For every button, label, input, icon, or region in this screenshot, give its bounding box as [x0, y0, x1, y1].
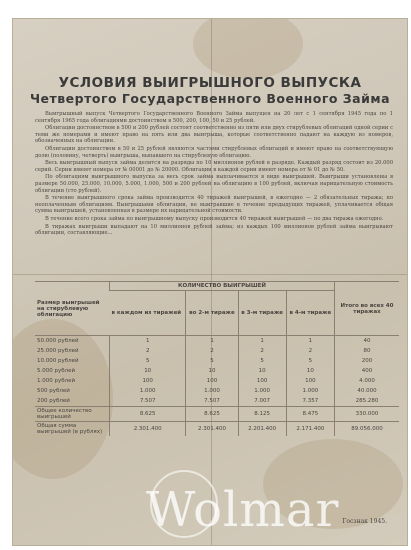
cell: 50.000 рублей: [37, 338, 79, 344]
cell: 10: [186, 366, 238, 376]
table-row: [35, 386, 399, 396]
header-draw: в 4-м тираже: [286, 291, 334, 336]
cell: 10: [110, 366, 186, 376]
watermark: Wolmar: [146, 482, 340, 538]
cell: 5: [186, 356, 238, 366]
cell: 1.000: [110, 386, 186, 396]
cell: 5: [110, 356, 186, 366]
cell: 1.000: [186, 386, 238, 396]
paragraph: По облигациям выигрышного выпуска за весь срок займа выплачивается в виде выигрышей. Выигрыши установлены в размере 50.000, 25.000, 10.000, 5.000, 1.000, 500 и 200 рублей на облигацию в 100 рублей, включая нарицательную стоимость облигации (сто рублей).: [35, 174, 393, 194]
table-row: [35, 396, 399, 407]
total-row: [35, 422, 399, 437]
cell: 1.000: [286, 386, 334, 396]
cell: 10.000 рублей: [37, 358, 79, 364]
cell: 89.056.000: [335, 422, 400, 437]
cell: 100: [286, 376, 334, 386]
cell: 8.475: [286, 407, 334, 422]
cell: 500 рублей: [37, 388, 70, 394]
header-total: Итого во всех 40 тиражах: [335, 282, 400, 336]
paragraph: В тиражах выигрыши выпадают на 10 миллионов рублей займа; из каждых 100 миллионов рублей займа выигрывают облигации, составляющие...: [35, 223, 393, 237]
cell: 2.301.400: [186, 422, 238, 437]
cell: 1: [238, 336, 286, 347]
cell: 7.357: [286, 396, 334, 407]
cell: 7.507: [186, 396, 238, 407]
cell: 100: [186, 376, 238, 386]
cell: 285.280: [335, 396, 400, 407]
total-row: [35, 407, 399, 422]
document-title: УСЛОВИЯ ВЫИГРЫШНОГО ВЫПУСКА: [58, 75, 362, 91]
header-draw: во 2-м тираже: [186, 291, 238, 336]
cell: 200: [335, 356, 400, 366]
cell: 2: [286, 346, 334, 356]
cell: 2: [238, 346, 286, 356]
table-row: [35, 376, 399, 386]
bond-conditions-sheet: [12, 18, 408, 546]
cell: 10: [238, 366, 286, 376]
cell: 5: [286, 356, 334, 366]
cell: 2.201.400: [238, 422, 286, 437]
header-draw: в каждом из тиражей: [110, 291, 186, 336]
paragraph: В течение всего срока займа по выигрышному выпуску производится 40 тиражей выигрышей — по два тиража ежегодно.: [45, 215, 384, 222]
cell: 1: [110, 336, 186, 347]
cell: 1: [286, 336, 334, 347]
cell: 7.007: [238, 396, 286, 407]
header-group: КОЛИЧЕСТВО ВЫИГРЫШЕЙ: [110, 282, 335, 291]
cell: 80: [335, 346, 400, 356]
cell: 2.301.400: [110, 422, 186, 437]
prize-table: [35, 281, 399, 436]
fold-crease: [13, 274, 407, 275]
cell: 8.625: [110, 407, 186, 422]
signature: Госзнак 1945.: [342, 518, 387, 525]
cell: 400: [335, 366, 400, 376]
conditions-text: [35, 111, 393, 238]
table-row: [35, 366, 399, 376]
table-row: [35, 356, 399, 366]
cell: 1: [186, 336, 238, 347]
paragraph: В течение выигрышного срока займа производится 40 тиражей выигрышей, в ежегодно — 2 обязательных тиража; по неоплаченным облигациям. Выигрышами облигации, не выигравшие в течение предыдущих тиражей, уплачивается общая сумма выигрышей, установленная в размере их нарицательной стоимости.: [35, 195, 393, 215]
cell: 2.171.400: [286, 422, 334, 437]
cell: 330.000: [335, 407, 400, 422]
document-subtitle: Четвертого Государственного Военного Займа: [29, 91, 391, 106]
cell: 10: [286, 366, 334, 376]
cell: Общая сумма выигрышей (в рублях): [35, 422, 110, 437]
cell: 4.000: [335, 376, 400, 386]
header-prize-size: Размер выигрышей на стирублевую облигацию: [35, 282, 110, 336]
cell: 100: [238, 376, 286, 386]
cell: 100: [110, 376, 186, 386]
cell: 25.000 рублей: [37, 348, 79, 354]
cell: 8.125: [238, 407, 286, 422]
cell: 1.000: [238, 386, 286, 396]
paragraph: Облигации достоинством в 500 и 200 рублей состоят соответственно из пяти или двух стирублевых облигаций одной серии с теми же номерами и имеют право на пять или два выигрыша, которые соответственно падают на каждую из номеров, обозначенных на облигации.: [35, 125, 393, 145]
paragraph: Выигрышный выпуск Четвертого Государственного Военного Займа выпущен на 20 лет с 1 сентября 1945 года по 1 сентября 1965 года облигациями достоинством в 500, 200, 100, 50 и 25 рублей.: [35, 111, 393, 124]
cell: 2: [110, 346, 186, 356]
cell: 1.000 рублей: [37, 378, 76, 384]
cell: 200 рублей: [37, 398, 70, 404]
cell: 5: [238, 356, 286, 366]
stain: [193, 18, 303, 79]
cell: 40: [335, 336, 400, 347]
cell: 2: [186, 346, 238, 356]
table-row: [35, 346, 399, 356]
cell: Общее количество выигрышей: [35, 407, 110, 422]
cell: 7.507: [110, 396, 186, 407]
table-row: [35, 336, 399, 347]
cell: 40.000: [335, 386, 400, 396]
paragraph: Весь выигрышный выпуск займа делится на разряды по 10 миллионов рублей в разряде. Каждый разряд состоит из 20.000 серий. Серии имеют номера от № 00001 до № 20000. Облигации в каждой серии имеют номера от № 01 до № 50.: [35, 160, 393, 173]
cell: 8.625: [186, 407, 238, 422]
paragraph: Облигации достоинством в 50 и 25 рублей являются частями стирублевых облигаций и имеют право на соответствующую долю (половину, четверть) выигрыша, выпавшего на стирублевую облигацию.: [35, 145, 393, 159]
cell: 5.000 рублей: [37, 368, 76, 374]
header-draw: в 3-м тираже: [238, 291, 286, 336]
